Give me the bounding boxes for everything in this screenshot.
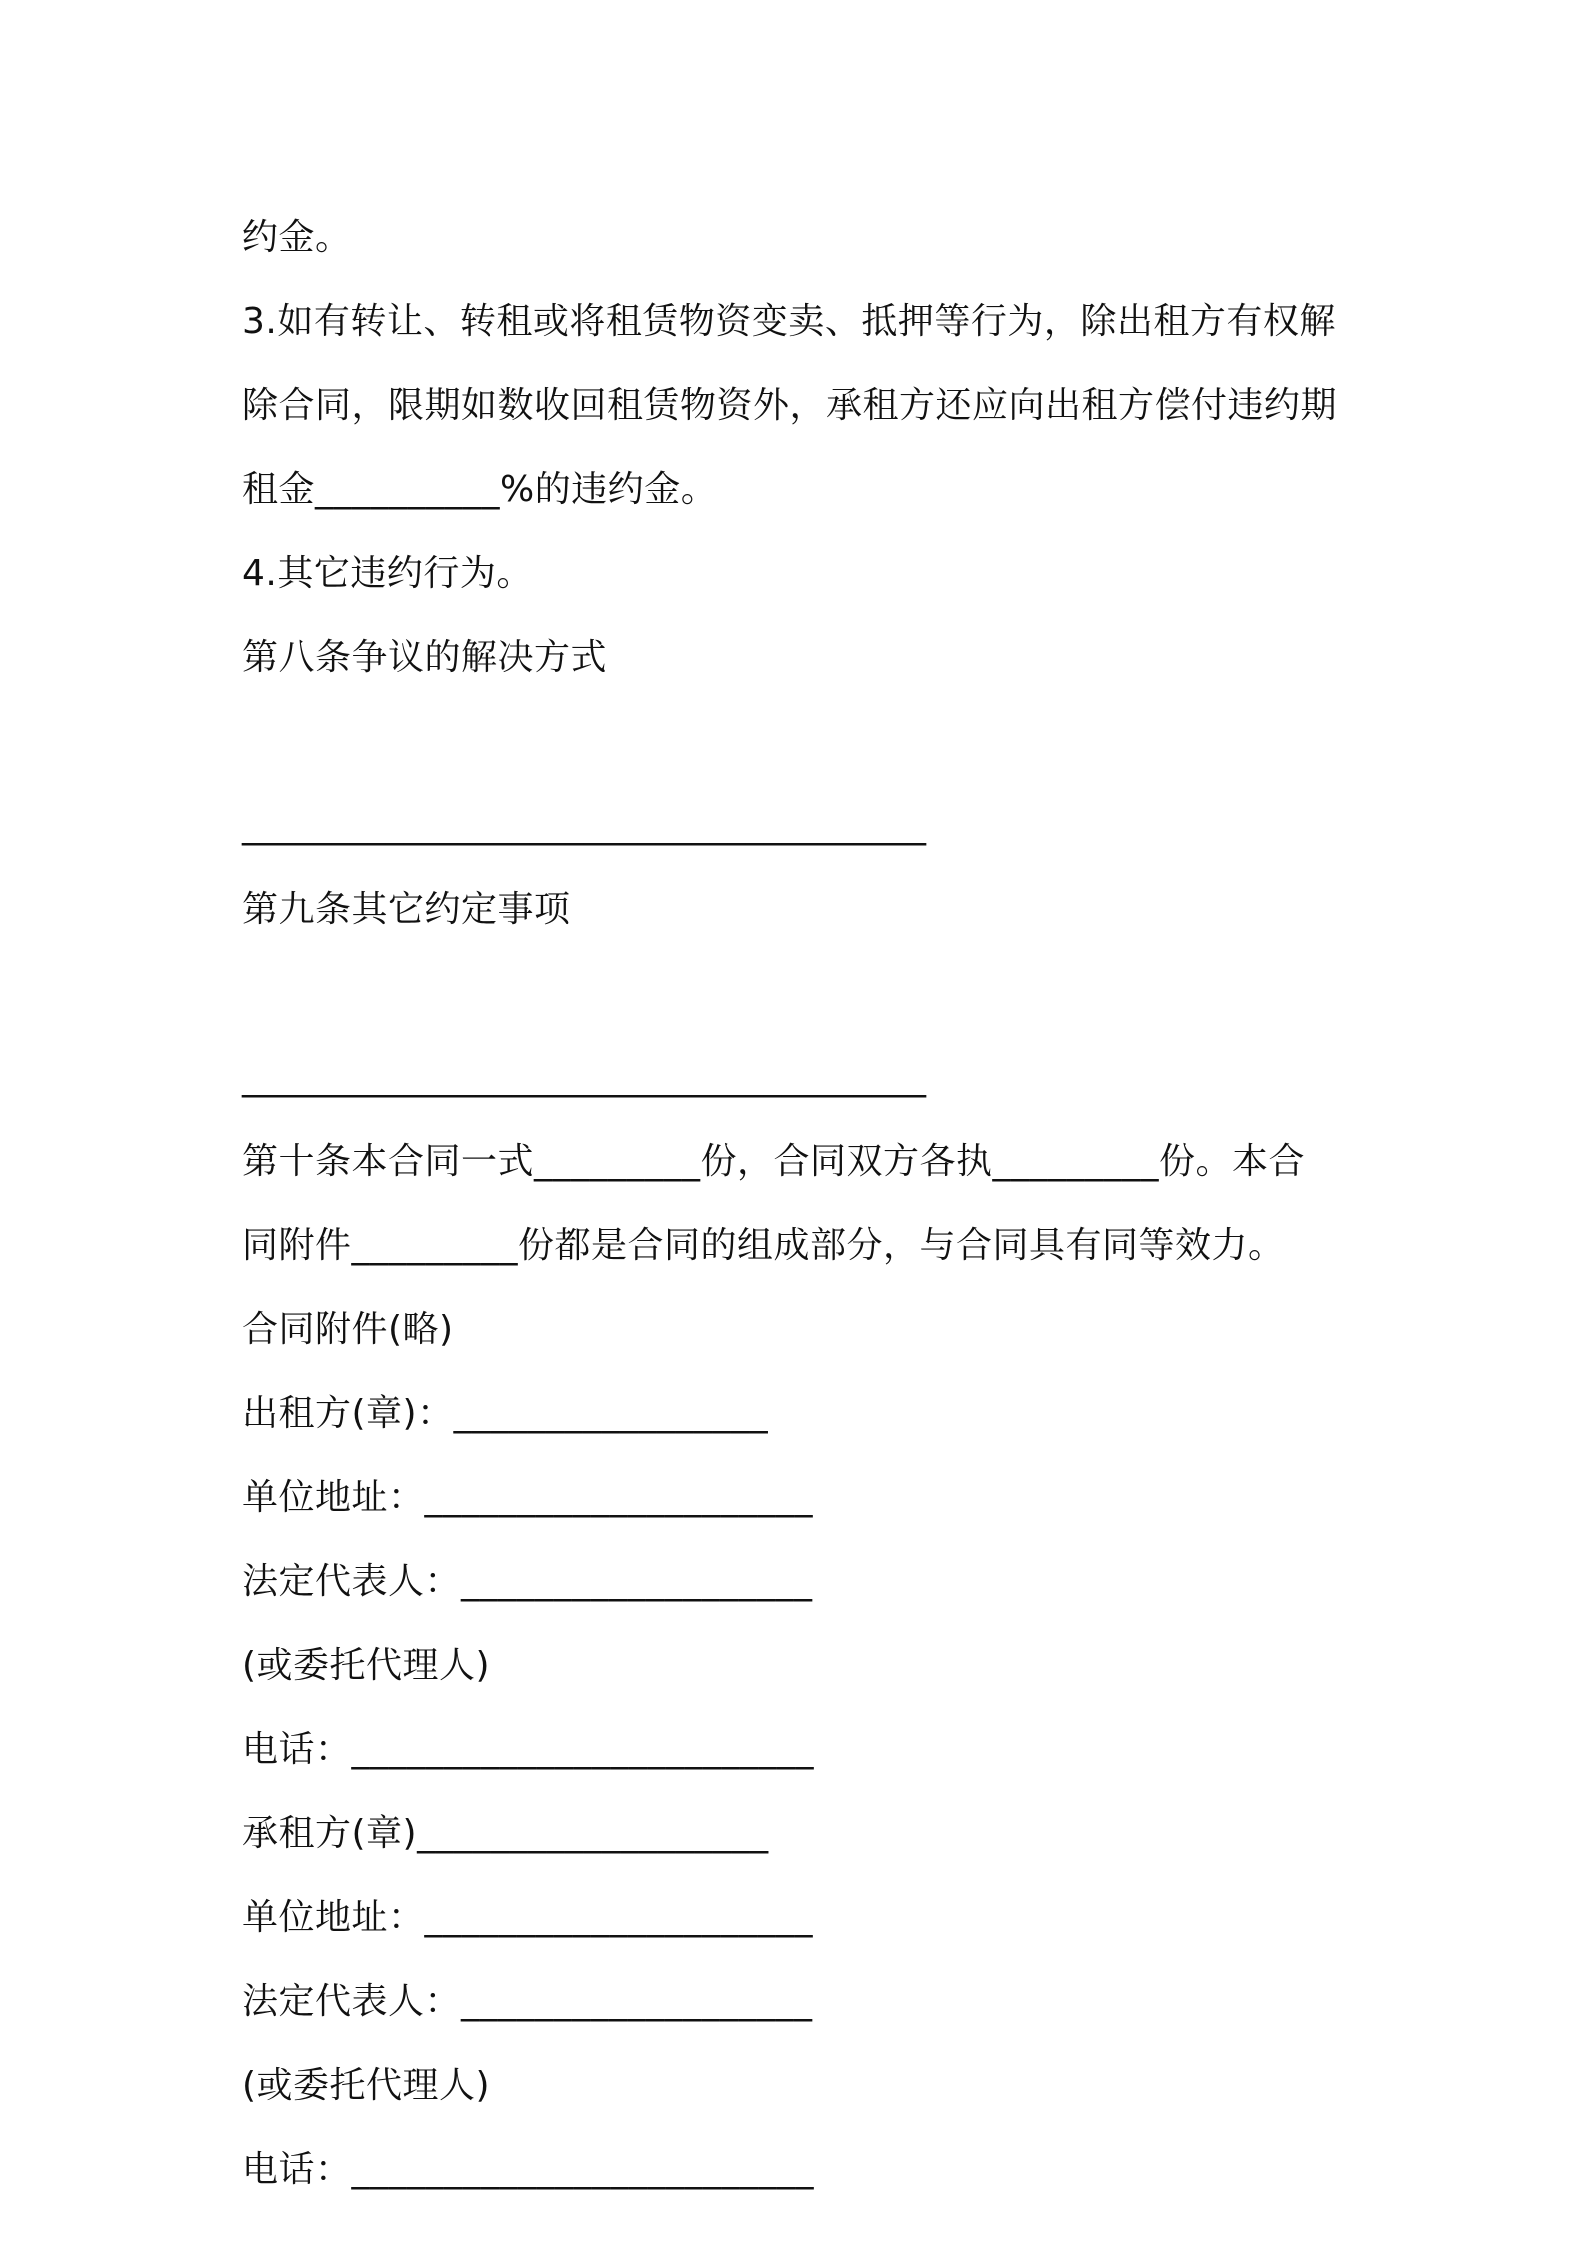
attachment-note: 合同附件(略): [242, 1309, 454, 1350]
article-9-fill-line: ______________________________________: [242, 1057, 926, 1098]
text-line-penalty-end: 约金。: [242, 217, 352, 258]
lessee-seal-field: 承租方(章)___________________: [242, 1813, 769, 1854]
lessor-phone-field: 电话：_________________________: [242, 1729, 815, 1770]
lessee-agent-note: (或委托代理人): [242, 2065, 491, 2106]
article-8-fill-line: ______________________________________: [242, 805, 926, 846]
lessor-agent-note: (或委托代理人): [242, 1645, 491, 1686]
article-10-part-1: 第十条本合同一式_________份，合同双方各执_________份。本合: [242, 1141, 1306, 1182]
lessor-address-field: 单位地址：_____________________: [242, 1477, 814, 1518]
lessor-seal-field: 出租方(章)：_________________: [242, 1393, 769, 1434]
document-body: [242, 196, 1362, 2212]
lessee-phone-field: 电话：_________________________: [242, 2149, 815, 2190]
article-8-heading: 第八条争议的解决方式: [242, 637, 608, 678]
text-line-clause-3-part-2: 除合同，限期如数收回租赁物资外，承租方还应向出租方偿付违约期: [242, 385, 1338, 426]
lessee-representative-field: 法定代表人：___________________: [242, 1981, 813, 2022]
text-line-clause-4: 4.其它违约行为。: [242, 553, 533, 594]
lessor-representative-field: 法定代表人：___________________: [242, 1561, 813, 1602]
article-9-heading: 第九条其它约定事项: [242, 889, 571, 930]
lessee-address-field: 单位地址：_____________________: [242, 1897, 814, 1938]
text-line-clause-3-part-3: 租金__________%的违约金。: [242, 469, 718, 510]
article-10-part-2: 同附件_________份都是合同的组成部分，与合同具有同等效力。: [242, 1225, 1285, 1266]
blank-spacer: [242, 952, 1362, 1036]
blank-spacer: [242, 700, 1362, 784]
text-line-clause-3-part-1: 3.如有转让、转租或将租赁物资变卖、抵押等行为，除出租方有权解: [242, 301, 1336, 342]
